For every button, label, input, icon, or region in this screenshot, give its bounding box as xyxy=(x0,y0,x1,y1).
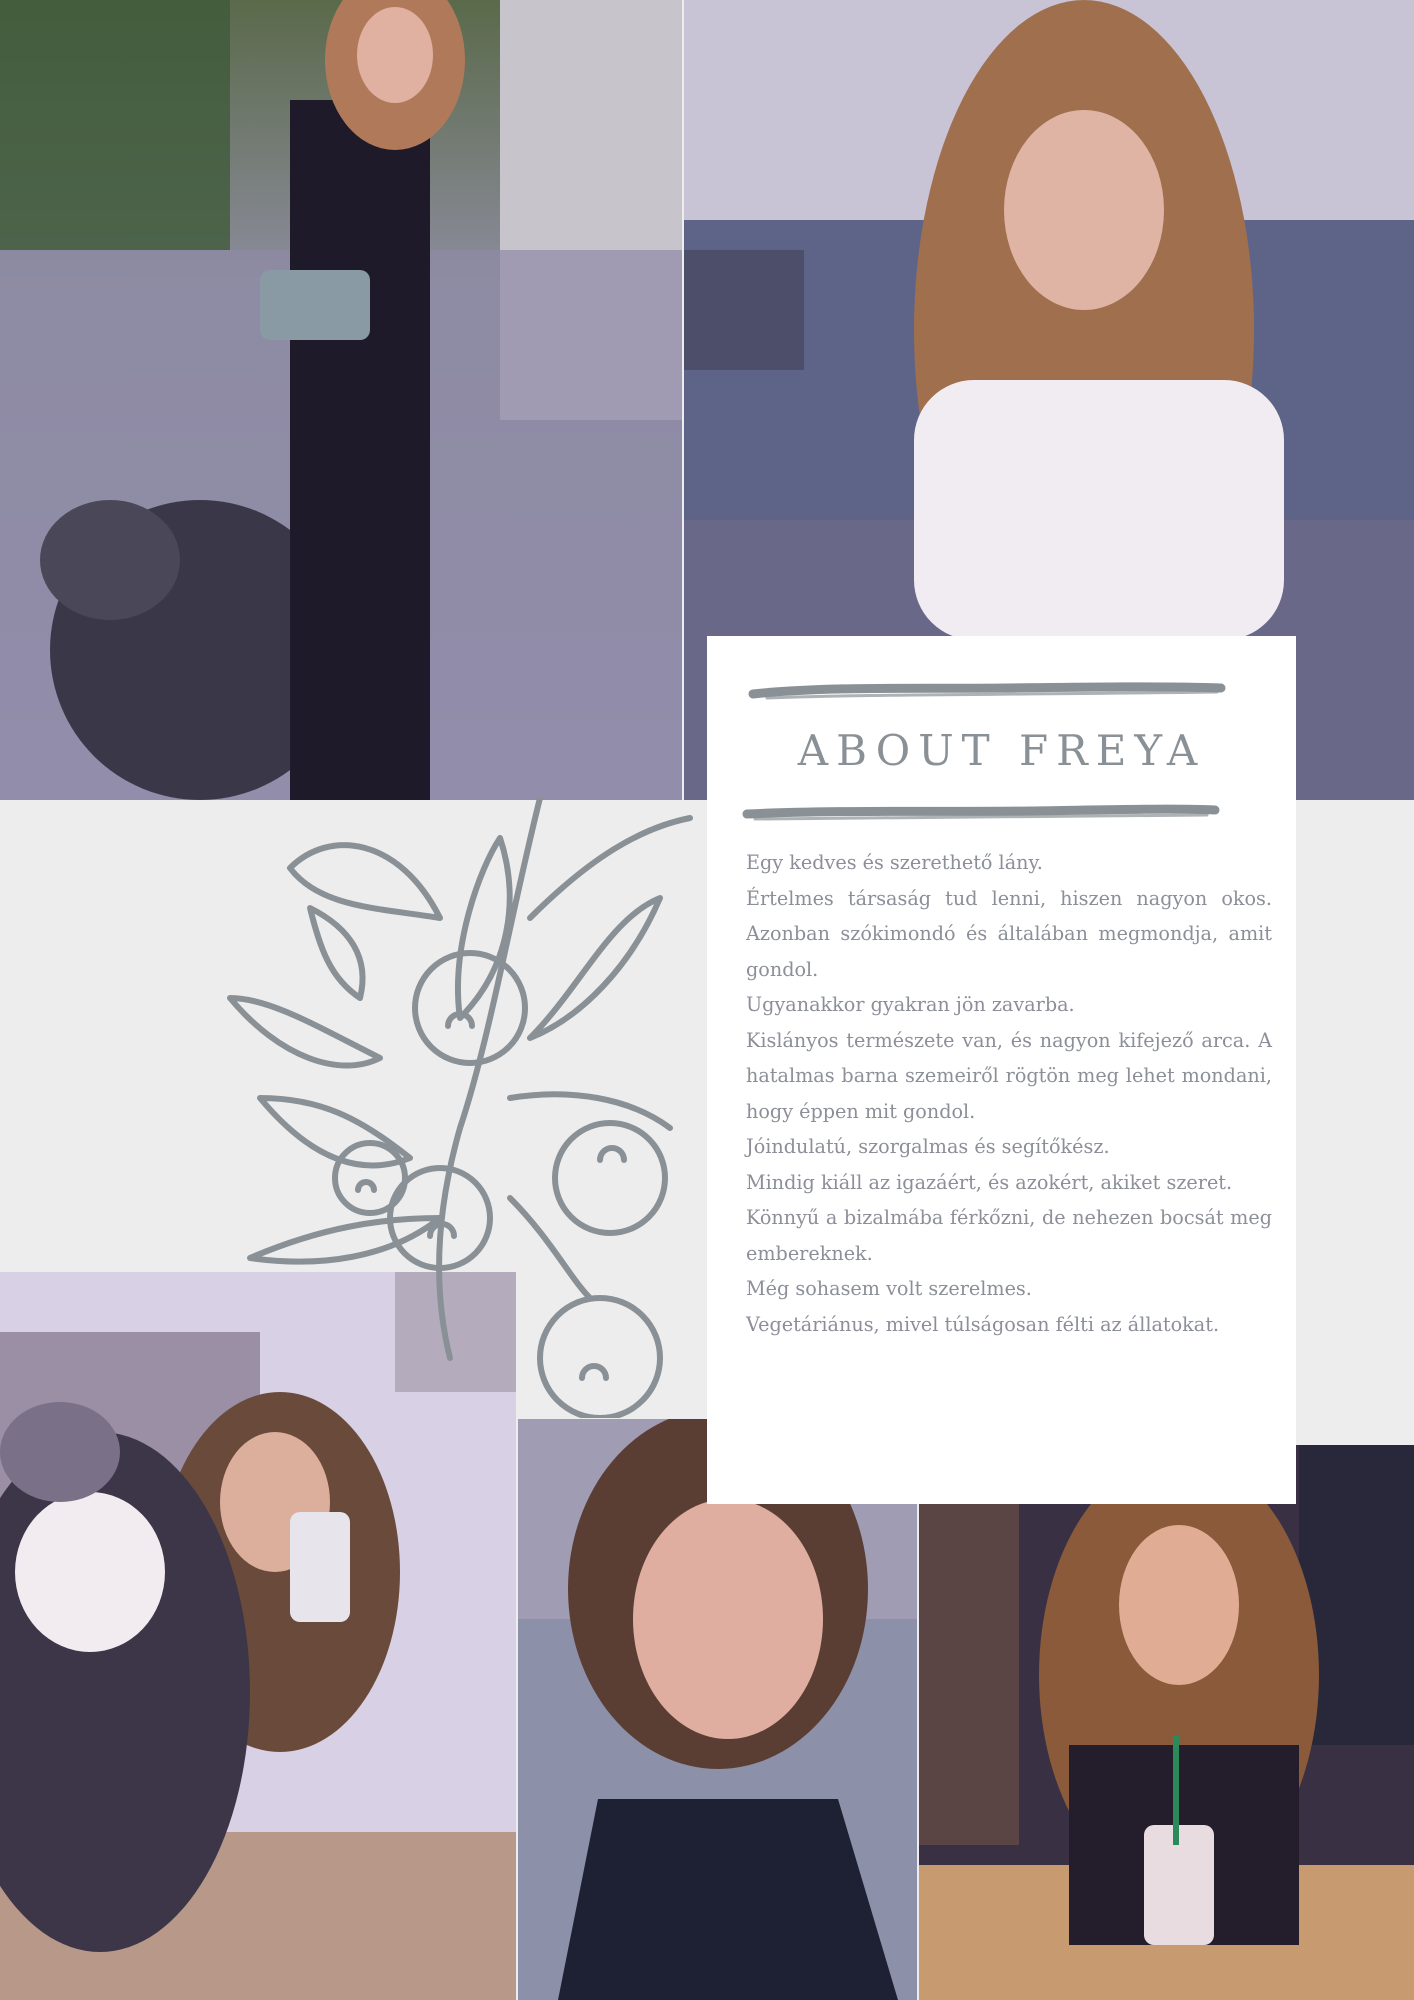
about-card xyxy=(707,636,1296,1504)
photo-woman-with-dog-street xyxy=(0,0,682,800)
about-paragraph: Értelmes társaság tud lenni, hiszen nagyon okos. Azonban szókimondó és általában megmondja, amit gondol. xyxy=(746,886,1272,981)
brush-stroke-decoration xyxy=(741,802,1221,826)
about-paragraph: Jóindulatú, szorgalmas és segítőkész. xyxy=(746,1135,1110,1158)
about-paragraph: Mindig kiáll az igazáért, és azokért, akiket szeret. xyxy=(746,1170,1233,1194)
photo-woman-cafe xyxy=(919,1445,1414,2000)
about-text xyxy=(746,845,1272,1342)
about-title: ABOUT FREYA xyxy=(797,726,1206,775)
about-paragraph: Kislányos természete van, és nagyon kifejező arca. A hatalmas barna szemeiről rögtön meg lehet mondani, hogy éppen mit gondol. xyxy=(746,1028,1272,1123)
about-paragraph: Vegetáriánus, mivel túlságosan félti az állatokat. xyxy=(746,1312,1220,1336)
photo-woman-portrait xyxy=(518,1419,917,2000)
about-paragraph: Ugyanakkor gyakran jön zavarba. xyxy=(746,993,1075,1016)
about-paragraph: Még sohasem volt szerelmes. xyxy=(746,1277,1032,1300)
berry-branch-illustration xyxy=(210,798,710,1418)
about-paragraph: Könnyű a bizalmába férkőzni, de nehezen bocsát meg embereknek. xyxy=(746,1206,1272,1265)
about-paragraph: Egy kedves és szerethető lány. xyxy=(746,851,1043,874)
brush-stroke-decoration xyxy=(747,680,1227,704)
